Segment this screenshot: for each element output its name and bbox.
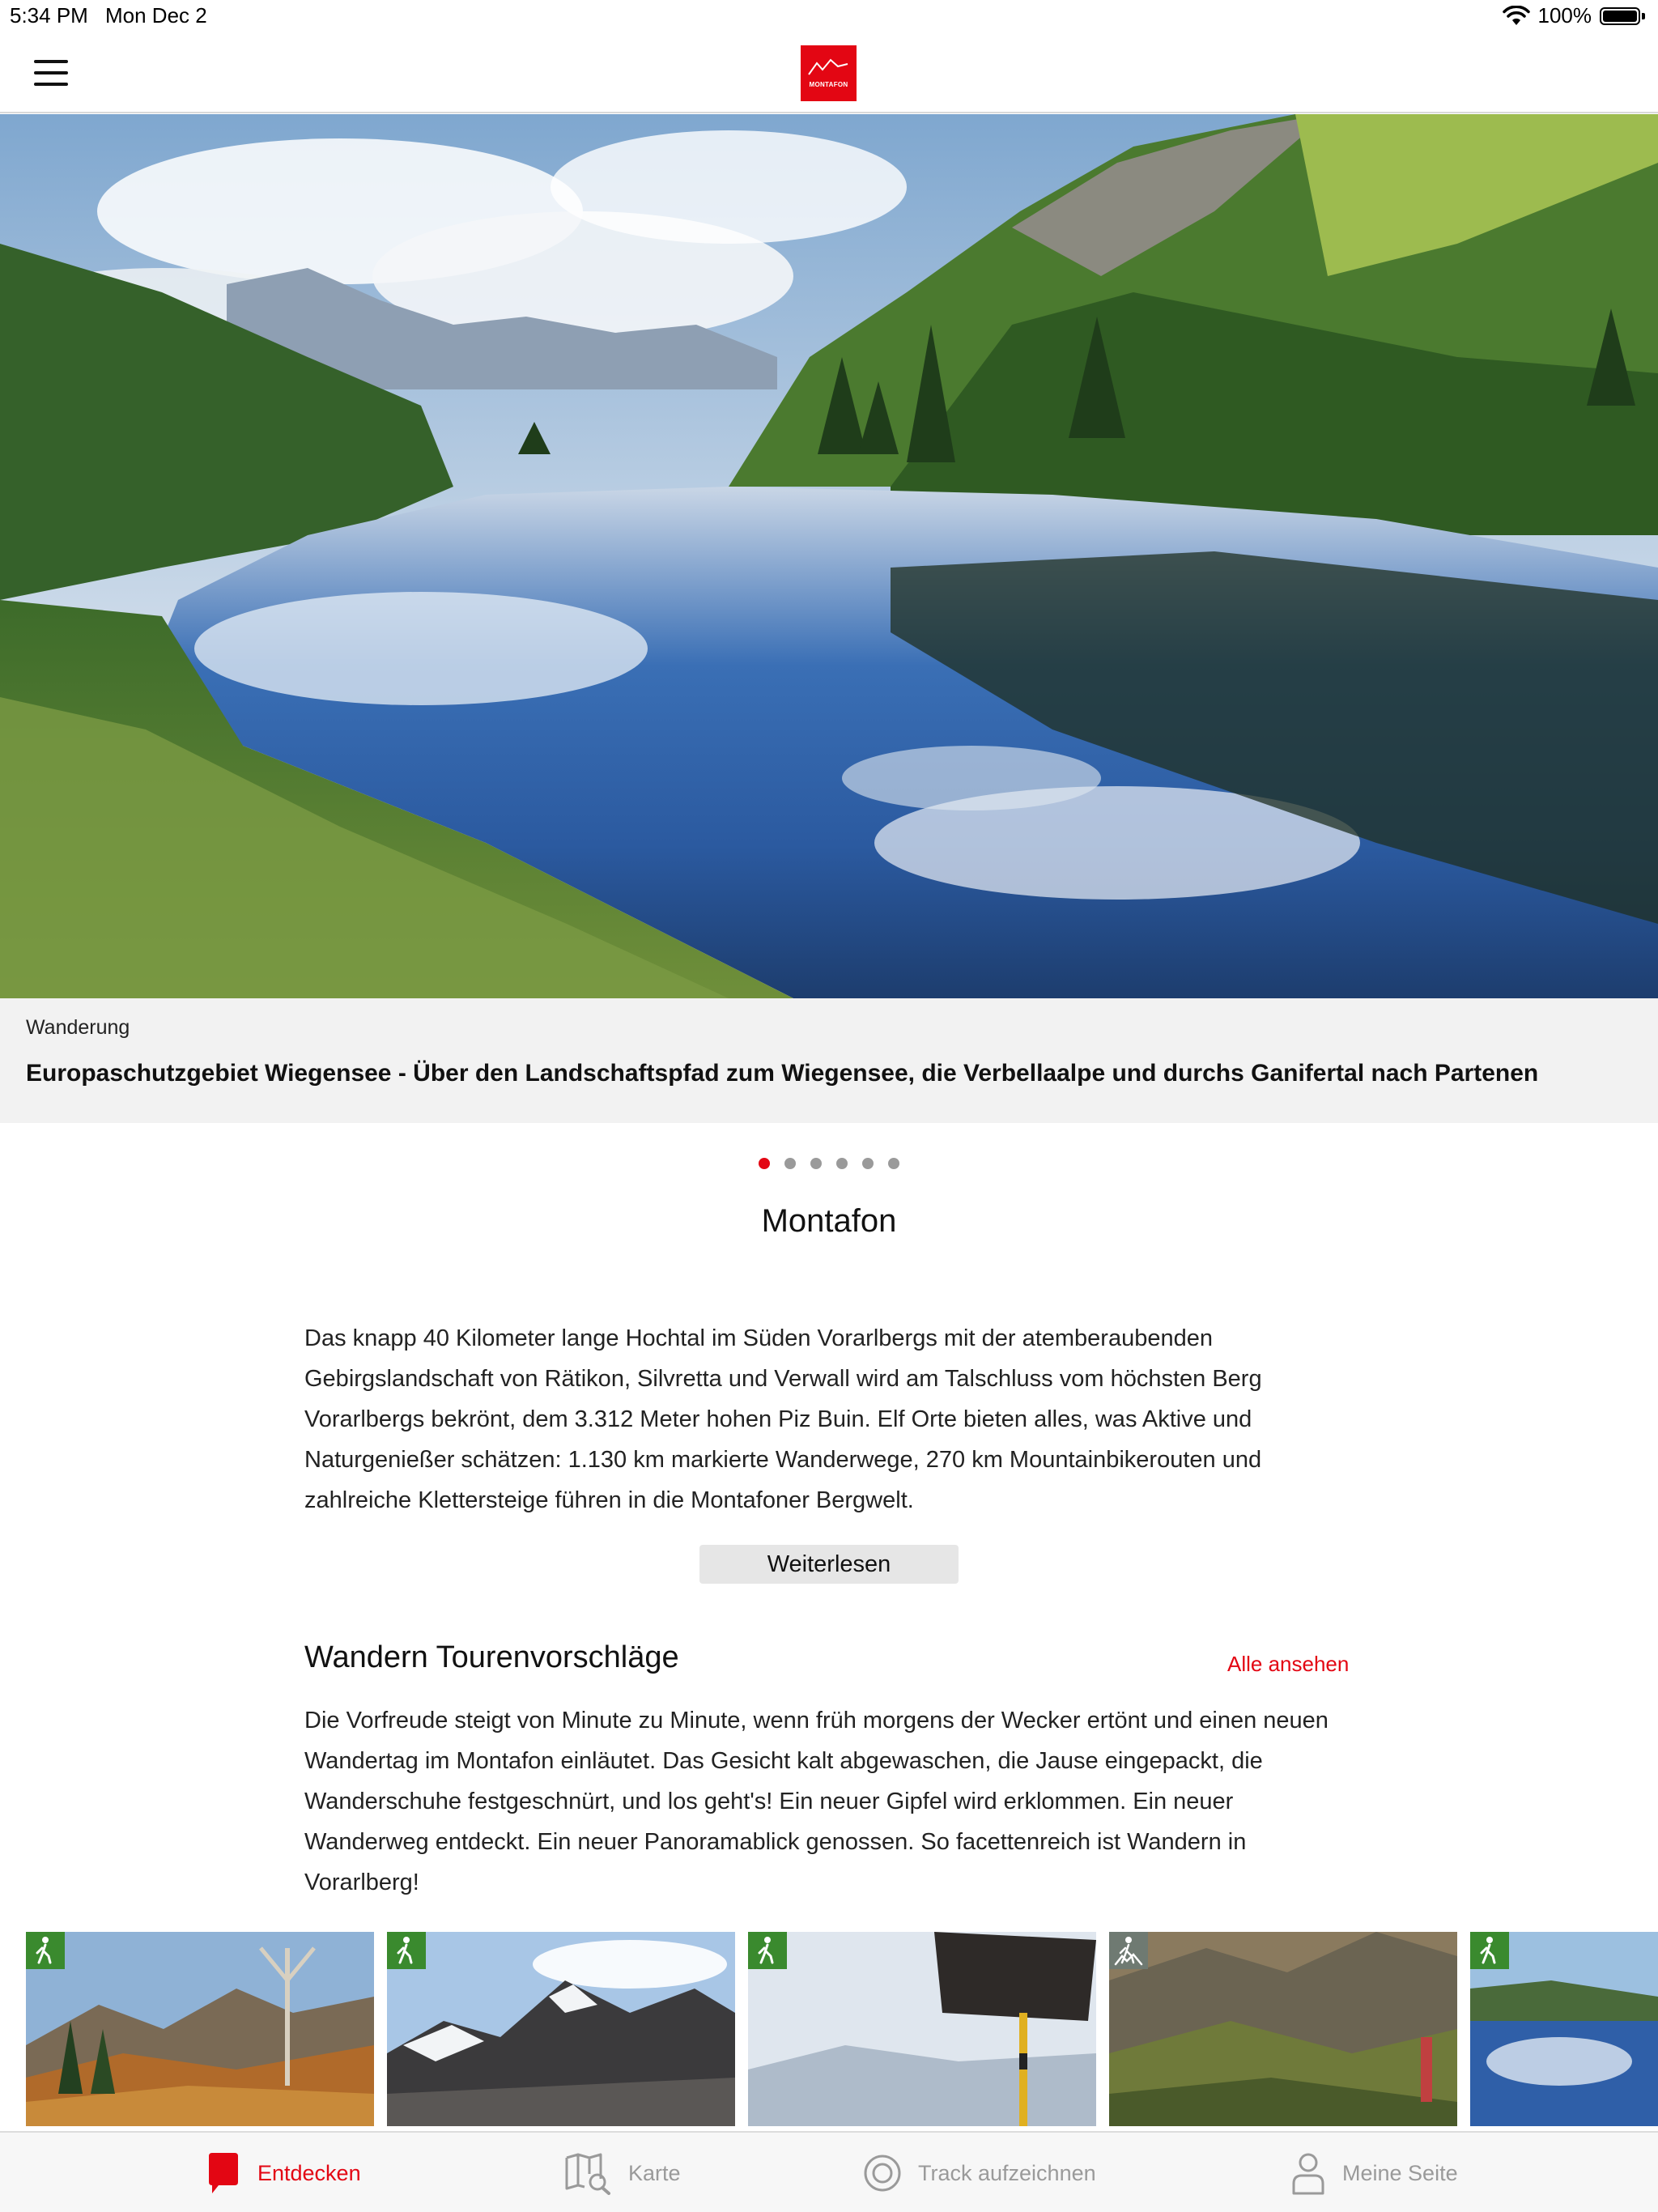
- tab-entdecken[interactable]: [206, 2133, 361, 2212]
- pagination-dot[interactable]: [759, 1158, 770, 1169]
- hamburger-menu-icon[interactable]: [34, 58, 70, 87]
- slider-pagination: [0, 1158, 1658, 1169]
- pagination-dot[interactable]: [810, 1158, 822, 1169]
- status-right: [1503, 3, 1646, 28]
- map-search-icon: [563, 2151, 612, 2195]
- hiking-icon: [387, 1932, 426, 1969]
- section-title: Montafon: [761, 1203, 897, 1239]
- tab-label: Meine Seite: [1342, 2160, 1458, 2185]
- tours-text: Die Vorfreude steigt von Minute zu Minute, wenn früh morgens der Wecker ertönt und einen neuen Wandertag im Montafon einläutet. Das Gesicht kalt abgewaschen, die Jause eingepackt, die Wanderschuhe festgeschnürt, und los geht's! Ein neuer Gipfel wird erklommen. Ein neuer Wanderweg entdeckt. Ein neuer Panoramablick genossen. So facettenreich ist Wandern in Vorarlberg!: [304, 1708, 1329, 1895]
- tour-card[interactable]: [387, 1932, 735, 2126]
- tab-track-aufzeichnen[interactable]: [863, 2133, 1096, 2212]
- battery-icon: [1600, 6, 1645, 27]
- tab-label: Entdecken: [257, 2160, 361, 2185]
- tour-card[interactable]: [748, 1932, 1096, 2126]
- logo-text: MONTAFON: [809, 81, 848, 88]
- hero-caption[interactable]: [0, 998, 1658, 1123]
- see-all-link[interactable]: Alle ansehen: [1227, 1652, 1350, 1676]
- status-date: Mon Dec 2: [105, 3, 207, 28]
- alpine-hiking-icon: [1109, 1932, 1148, 1969]
- tab-label: Track aufzeichnen: [918, 2160, 1096, 2185]
- wifi-icon: [1503, 6, 1530, 27]
- status-time: 5:34 PM: [10, 3, 88, 28]
- tab-karte[interactable]: [563, 2133, 681, 2212]
- hero-image[interactable]: [0, 114, 1658, 998]
- tab-bar: [0, 2131, 1658, 2212]
- user-icon: [1290, 2151, 1326, 2195]
- hiking-icon: [748, 1932, 787, 1969]
- pagination-dot[interactable]: [862, 1158, 874, 1169]
- tab-label: Karte: [628, 2160, 681, 2185]
- pagination-dot[interactable]: [888, 1158, 899, 1169]
- nav-header: [0, 32, 1658, 113]
- tour-card[interactable]: [1109, 1932, 1457, 2126]
- read-more-button[interactable]: Weiterlesen: [699, 1545, 959, 1584]
- status-bar: [0, 0, 1658, 32]
- hiking-icon: [1470, 1932, 1509, 1969]
- battery-percent: 100%: [1537, 3, 1592, 28]
- hero-category: Wanderung: [26, 1016, 130, 1039]
- pagination-dot[interactable]: [836, 1158, 848, 1169]
- montafon-logo[interactable]: [801, 45, 857, 101]
- tours-title: Wandern Tourenvorschläge: [304, 1640, 679, 1674]
- intro-text: Das knapp 40 Kilometer lange Hochtal im Süden Vorarlbergs mit der atemberaubenden Gebirgslandschaft von Rätikon, Silvretta und Verwall wird am Talschluss vom höchsten Berg Vorarlbergs bekrönt, dem 3.312 Meter hohen Piz Buin. Elf Orte bieten alles, was Aktive und Naturgenießer schätzen: 1.130 km markierte Wanderwege, 270 km Mountainbikerouten und zahlreiche Klettersteige führen in die Montafoner Bergwelt.: [304, 1325, 1262, 1513]
- pagination-dot[interactable]: [784, 1158, 796, 1169]
- hero-title: Europaschutzgebiet Wiegensee - Über den Landschaftspfad zum Wiegensee, die Verbellaalpe und durchs Ganifertal nach Partenen: [26, 1060, 1539, 1087]
- tour-card[interactable]: [26, 1932, 374, 2126]
- discover-icon: [206, 2151, 241, 2195]
- record-icon: [863, 2151, 902, 2195]
- tour-card[interactable]: [1470, 1932, 1658, 2126]
- tab-meine-seite[interactable]: [1290, 2133, 1458, 2212]
- tour-carousel[interactable]: [0, 1932, 1658, 2126]
- hiking-icon: [26, 1932, 65, 1969]
